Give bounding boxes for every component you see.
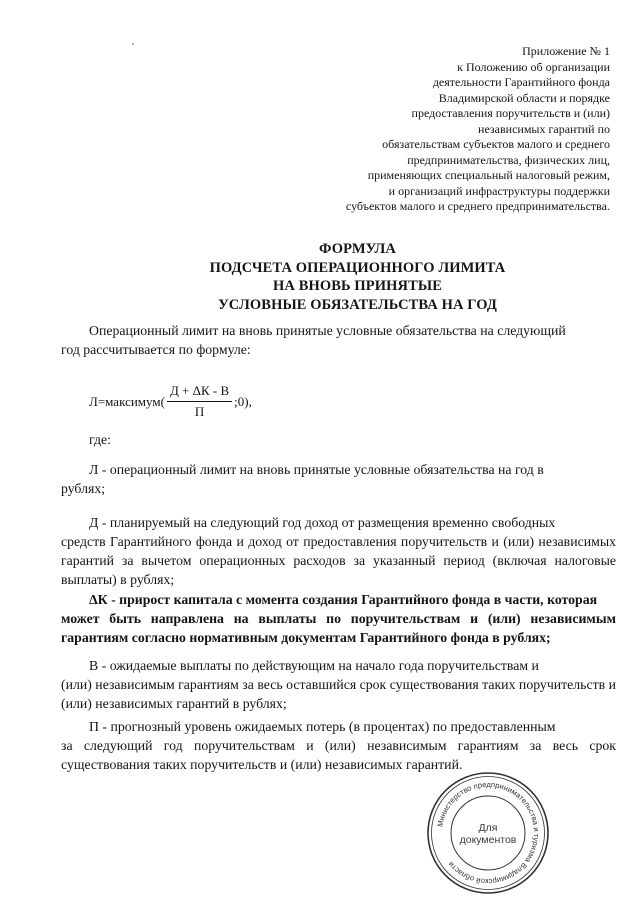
title-line: УСЛОВНЫЕ ОБЯЗАТЕЛЬСТВА НА ГОД — [218, 296, 497, 313]
appendix-line: предпринимательства, физических лиц, — [407, 152, 610, 167]
title-line: ФОРМУЛА — [319, 241, 396, 257]
appendix-line: независимых гарантий по — [478, 121, 610, 136]
definition-continuation: может быть направлена на выплаты по поручительствам и (или) независимым гарантиям согласно нормативным документам Гарантийного фонда в рублях; — [61, 611, 616, 645]
definition-continuation: рублях; — [61, 481, 106, 496]
stamp-ring-textpath: Министерство предпринимательства и туризма Владимирской области — [435, 779, 542, 887]
appendix-line: Владимирской области и порядке — [438, 90, 610, 105]
definition-P — [61, 717, 616, 774]
formula-numerator: Д + ΔК - В — [167, 382, 232, 402]
definition-continuation: (или) независимым гарантиям за весь оставшийся срок существования таких поручительств и (или) независимых гарантий в рублях; — [61, 677, 616, 711]
definition-V — [61, 656, 616, 713]
title-line: ПОДСЧЕТА ОПЕРАЦИОННОГО ЛИМИТА — [209, 259, 506, 276]
appendix-line: к Положению об организации — [457, 59, 610, 74]
formula-fraction — [167, 382, 232, 421]
definition-first-line: Л - операционный лимит на вновь принятые условные обязательства на год в — [89, 462, 544, 477]
definition-D — [61, 513, 616, 589]
document-title — [0, 240, 640, 314]
formula-lhs: Л — [89, 393, 98, 409]
appendix-line: Приложение № 1 — [522, 44, 610, 58]
definition-first-line: В - ожидаемые выплаты по действующим на начало года поручительствам и — [89, 658, 539, 673]
stamp-label-line-1: Для — [478, 822, 498, 834]
appendix-line: обязательствам субъектов малого и среднего — [382, 137, 610, 151]
formula-equals: = — [97, 393, 106, 409]
where-label: где: — [89, 432, 111, 447]
definition-continuation: за следующий год поручительствам и (или) независимым гарантиям за весь срок существования таких поручительств и (или) независимых гарантий. — [61, 738, 616, 772]
formula-denominator: П — [194, 404, 205, 419]
definition-first-line: Д - планируемый на следующий год доход от размещения временно свободных — [89, 515, 556, 530]
definition-dK — [61, 590, 616, 647]
formula-tail: ;0), — [234, 393, 252, 409]
limit-formula — [89, 382, 252, 421]
appendix-line: деятельности Гарантийного фонда — [432, 75, 610, 89]
formula-function: максимум — [105, 393, 161, 409]
intro-line-1: Операционный лимит на вновь принятые условные обязательства на следующий — [89, 323, 566, 338]
appendix-line: субъектов малого и среднего предпринимательства. — [345, 199, 610, 213]
definition-first-line: ΔК - прирост капитала с момента создания Гарантийного фонда в части, которая — [89, 592, 598, 607]
definition-L — [61, 460, 616, 498]
intro-line-2: год рассчитывается по формуле: — [61, 342, 251, 357]
stamp-label-line-2: документов — [459, 834, 517, 846]
definition-continuation: средств Гарантийного фонда и доход от предоставления поручительств и (или) независимых гарантий за вычетом операционных расходов за указанный период (включая налоговые выплаты) в рублях; — [61, 534, 616, 587]
title-line: НА ВНОВЬ ПРИНЯТЫЕ — [273, 278, 442, 294]
appendix-line: и организаций инфраструктуры поддержки — [388, 183, 610, 198]
appendix-line: применяющих специальный налоговый режим, — [367, 168, 610, 182]
appendix-header — [280, 44, 610, 215]
stamp-center-label — [425, 822, 551, 846]
formula-open-paren: ( — [160, 393, 165, 409]
appendix-line: предоставления поручительств и (или) — [411, 106, 610, 120]
intro-paragraph — [61, 321, 616, 359]
definition-first-line: П - прогнозный уровень ожидаемых потерь (в процентах) по предоставленным — [89, 719, 556, 734]
scan-speck — [132, 43, 134, 45]
